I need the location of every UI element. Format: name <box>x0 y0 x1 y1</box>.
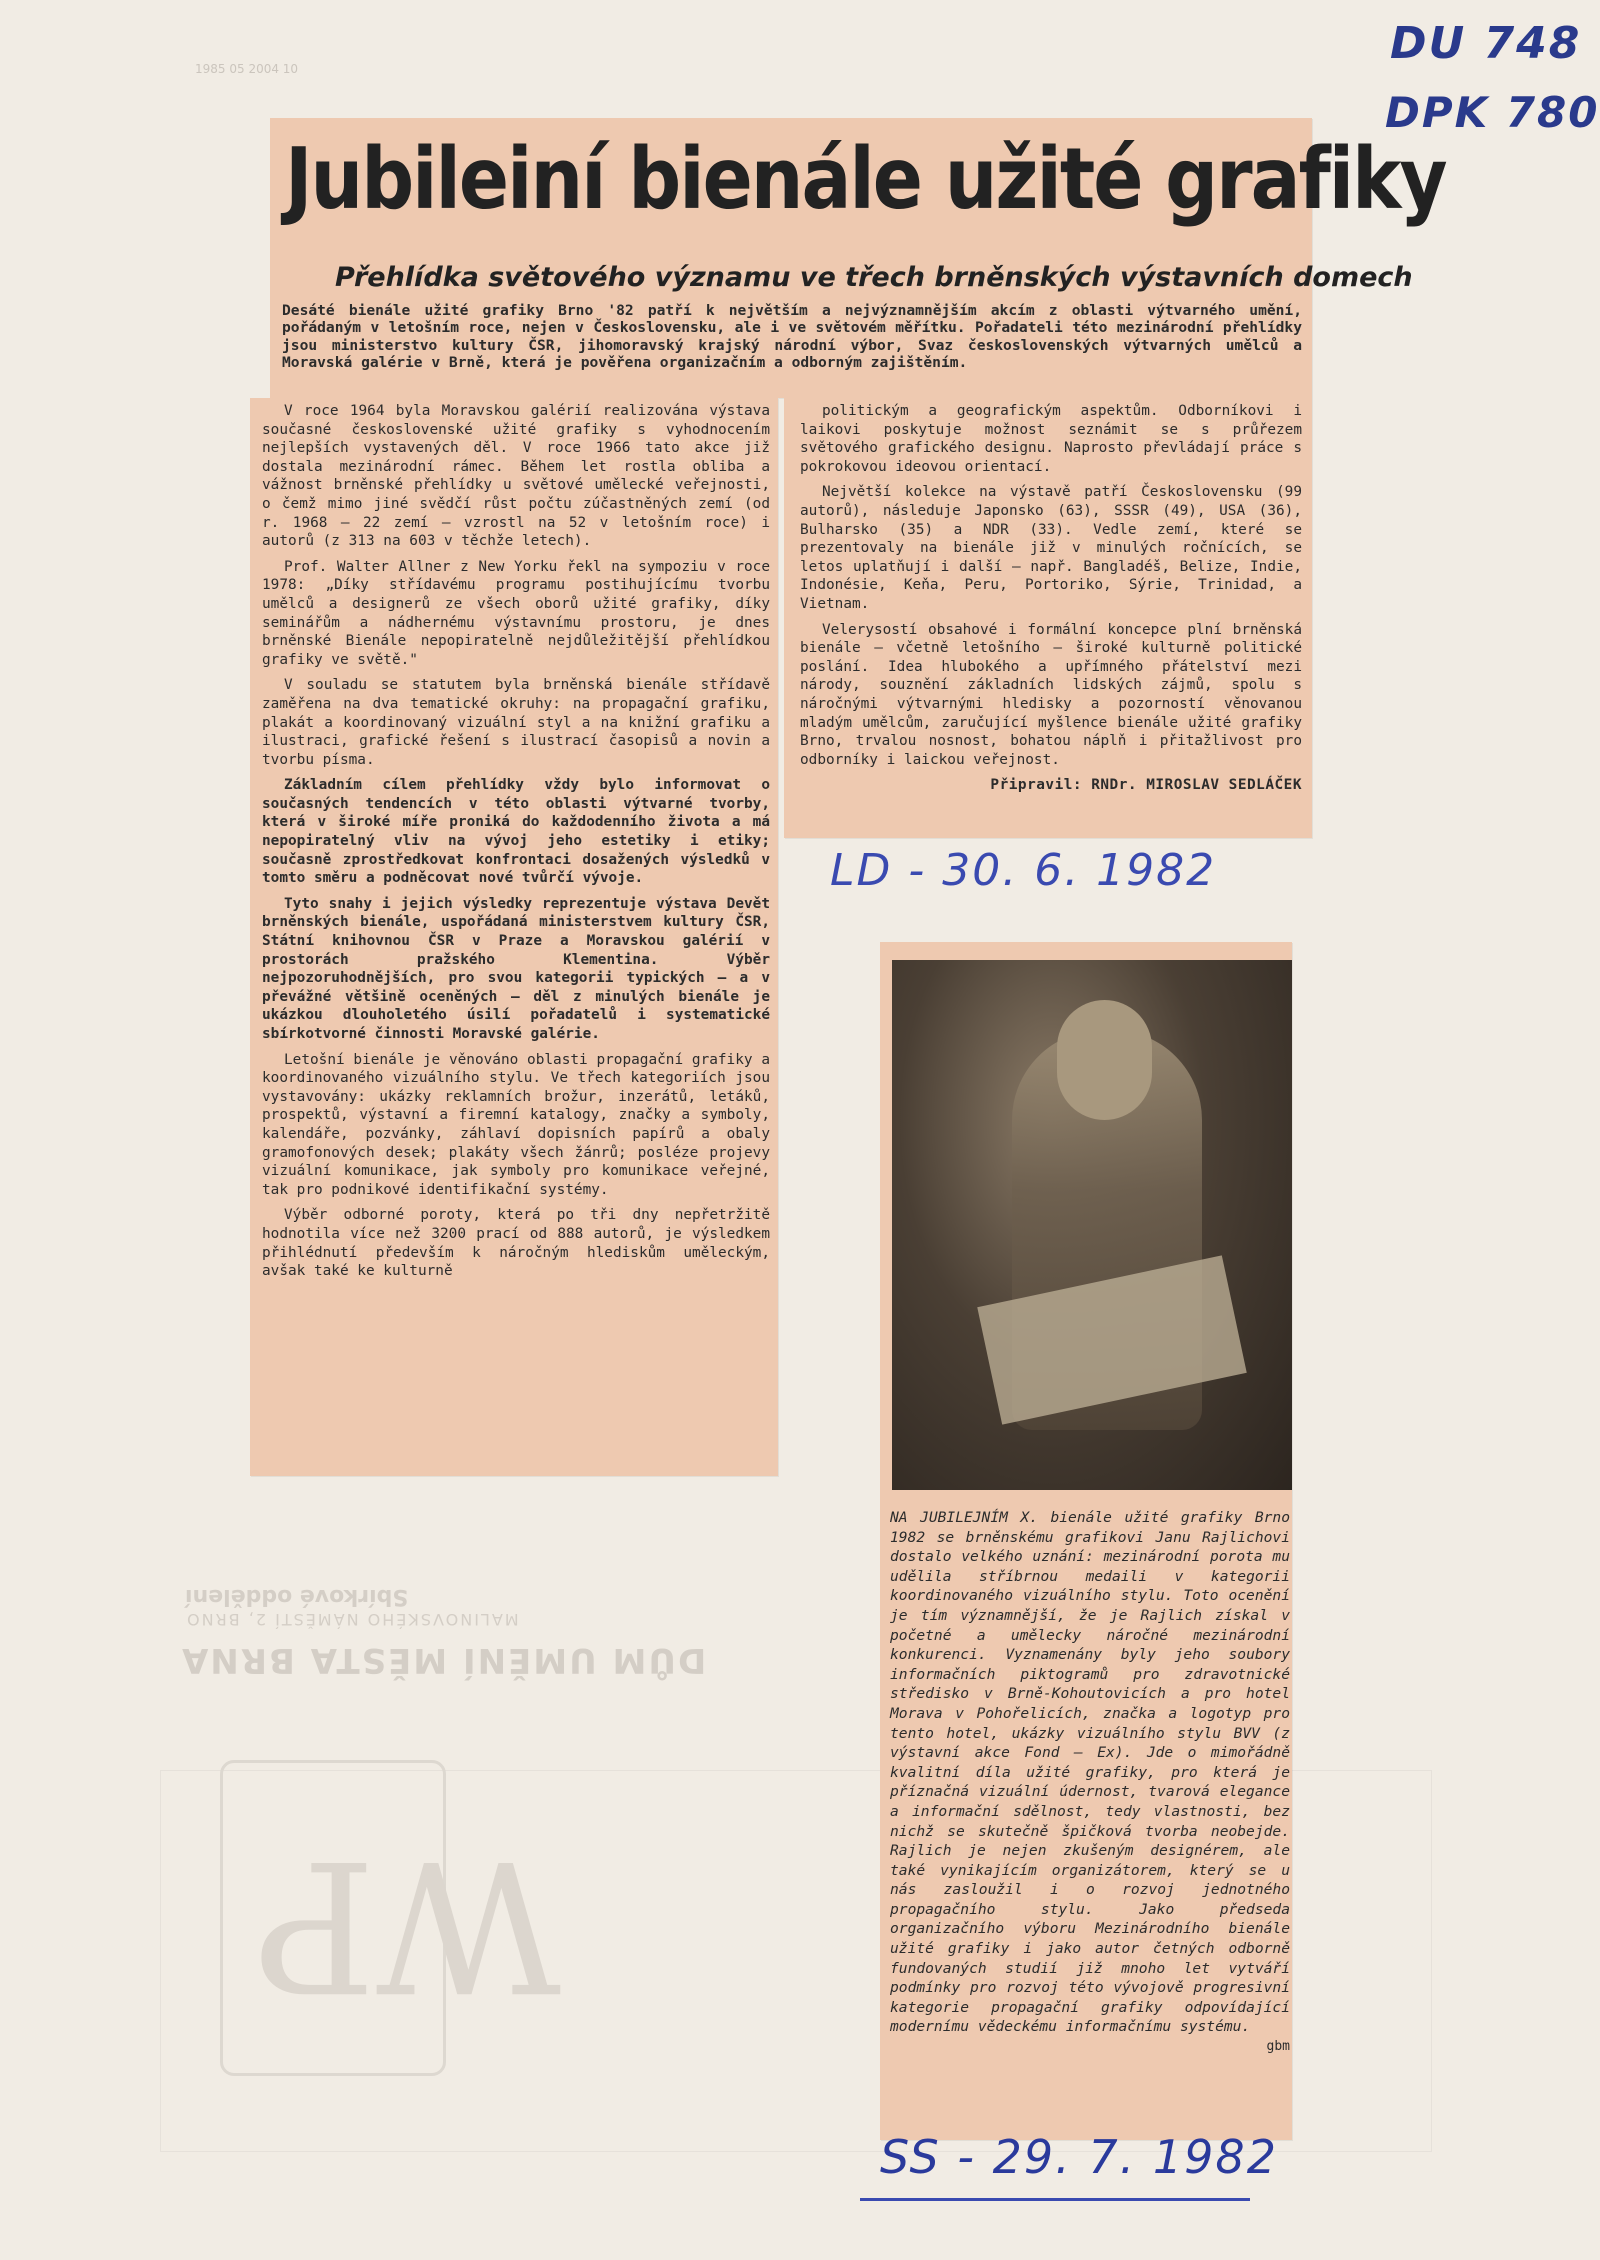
handwritten-code-2: DPK 780 <box>1385 88 1600 137</box>
letterhead-ghost-logo: WP <box>255 1820 562 2029</box>
letterhead-ghost-line3: Sbírkové oddělení <box>185 1584 409 1609</box>
faint-top-stamp: 1985 05 2004 10 <box>195 62 299 76</box>
handwritten-date-1: LD - 30. 6. 1982 <box>830 845 1217 896</box>
article-paragraph: V roce 1964 byla Moravskou galérií realizována výstava současné československé užité grafiky s vyhodnocením nejlepších vystavených děl. V roce 1966 tato akce již dostala mezinárodní rámec. Během let rostla obliba a vážnost brněnské přehlídky u světové umělecké veřejnosti, o čemž mimo jiné svědčí růst počtu zúčastněných zemí (od r. 1968 — 22 zemí — vzrostl na 52 v letošním roce) i autorů (z 313 na 603 v těchže letech). <box>262 403 770 550</box>
photo-caption-text: NA JUBILEJNÍM X. bienále užité grafiky Brno 1982 se brněnskému grafikovi Janu Rajlichovi dostalo velkého uznání: mezinárodní porota mu udělila stříbrnou medaili v kategorii koordinovaného vizuálního stylu. Toto ocenění je tím významnější, že je Rajlich získal v početné a umělecky náročné mezinárodní konkurenci. Vyznamenány byly jeho soubory informačních piktogramů pro zdravotnické středisko v Brně-Kohoutovicích a pro hotel Morava v Pohořelicích, značka a logotyp pro tento hotel, ukázky vizuálního stylu BVV (z výstavní akce Fond — Ex). Jde o mimořádně kvalitní díla užité grafiky, pro která je příznačná vizuální údernost, tvarová elegance a informační sdělnost, tedy vlastnosti, bez nichž se skutečně špičková tvorba neobejde. Rajlich je nejen zkušeným designérem, ale také vynikajícím organizátorem, který se u nás zasloužil i o rozvoj jednotného propagačního stylu. Jako předseda organizačního výboru Mezinárodního bienále užité grafiky i jako autor četných odborně fundovaných studií již mnoho let vytváří podmínky pro rozvoj této vývojově progresivní kategorie propagační grafiky odpovídající modernímu vědeckému informačnímu systému. <box>890 1509 1290 2036</box>
handwritten-underline <box>860 2198 1250 2201</box>
article-paragraph: Největší kolekce na výstavě patří Československu (99 autorů), následuje Japonsko (63), SSSR (49), USA (36), Bulharsko (35) a NDR (33). Vedle zemí, které se prezentovaly na bienále již v minulých ročnících, se letos uplatňují i další — např. Bangladéš, Belize, Indie, Indonésie, Keňa, Peru, Portoriko, Sýrie, Trinidad, a Vietnam. <box>800 484 1302 612</box>
article-author: Připravil: RNDr. MIROSLAV SEDLÁČEK <box>990 777 1302 794</box>
article-right-column <box>800 402 1302 795</box>
handwritten-code-1: DU 748 <box>1390 18 1582 69</box>
article-paragraph: Prof. Walter Allner z New Yorku řekl na sympoziu v roce 1978: „Díky střídavému programu postihujícímu tvorbu umělců a designerů ze všech oborů užité grafiky, díky seminářům a nádhernému výstavnímu prostoru, je dnes brněnské Bienále nepopiratelně nejdůležitější přehlídkou grafiky ve světě." <box>262 558 770 668</box>
article-paragraph: Výběr odborné poroty, která po tři dny nepřetržitě hodnotila více než 3200 prací od 888 autorů, je výsledkem přihlédnutí především k náročným hlediskům uměleckým, avšak také ke kulturně <box>262 1207 770 1280</box>
article-paragraph: Velerysostí obsahové i formální koncepce plní brněnská bienále — včetně letošního — široké kulturně politické poslání. Idea hlubokého a upřímného přátelství mezi národy, souznění základních lidských zájmů, spolu s náročnými výtvarnými hledisky a pozorností věnovanou mladým umělcům, zaručující myšlence bienále užité grafiky Brno, trvalou nosnost, bohatou náplň i přitažlivost pro odborníky i laickou veřejnost. <box>800 621 1302 768</box>
photo-caption <box>890 1508 1290 2057</box>
article-lead: Desáté bienále užité grafiky Brno '82 patří k největším a nejvýznamnějším akcím z oblasti výtvarného umění, pořádaným v letošním roce, nejen v Československu, ale i ve světovém měřítku. Pořadateli této mezinárodní přehlídky jsou ministerstvo kultury ČSR, jihomoravský krajský národní výbor, Svaz československých výtvarných umělců a Moravská galérie v Brně, která je pověřena organizačním a odborným zajištěním. <box>282 302 1302 372</box>
letterhead-ghost-line1: DŮM UMĚNÍ MĚSTA BRNA <box>180 1640 707 1680</box>
newspaper-photo <box>892 960 1292 1490</box>
article-paragraph: politickým a geografickým aspektům. Odborníkovi i laikovi poskytuje možnost seznámit se s průřezem světového grafického designu. Naprosto převládají práce s pokrokovou ideovou orientací. <box>800 403 1302 475</box>
article-paragraph: Letošní bienále je věnováno oblasti propagační grafiky a koordinovaného vizuálního stylu. Ve třech kategoriích jsou vystavovány: ukázky reklamních brožur, inzerátů, letáků, prospektů, výstavní a firemní katalogy, značky a symboly, kalendáře, pozvánky, záhlaví dopisních papírů a obaly gramofonových desek; plakáty všech žánrů; posléze projevy vizuální komunikace, jak symboly pro komunikace veřejné, tak pro podnikové identifikační systémy. <box>262 1051 770 1198</box>
article-paragraph: V souladu se statutem byla brněnská bienále střídavě zaměřena na dva tematické okruhy: na propagační grafiku, plakát a koordinovaný vizuální styl a na knižní grafiku a ilustraci, grafické řešení s ilustrací časopisů a novin a tvorbu písma. <box>262 677 770 768</box>
letterhead-ghost-line2: MALINOVSKÉHO NÁMĚSTÍ 2, BRNO <box>185 1610 519 1629</box>
article-subheadline: Přehlídka světového významu ve třech brněnských výstavních domech <box>335 262 1413 293</box>
article-paragraph: Tyto snahy i jejich výsledky reprezentuje výstava Devět brněnských bienále, uspořádaná ministerstvem kultury ČSR, Státní knihovnou ČSR v Praze a Moravskou galérií v prostorách pražského Klementina. Výběr nejpozoruhodnějších, pro svou kategorii typických — a v převážné většině oceněných — děl z minulých bienále je ukázkou dlouholetého úsilí pořadatelů i systematické sbírkotvorné činnosti Moravské galérie. <box>262 895 770 1042</box>
article-headline: Jubileiní bienále užité grafiky <box>285 130 1446 229</box>
article-paragraph: Základním cílem přehlídky vždy bylo informovat o současných tendencích v této oblasti výtvarné tvorby, která v široké míře proniká do každodenního života a má nepopiratelný vliv na vývoj jeho estetiky i etiky; současně zprostředkovat konfrontaci dosažených výsledků v tomto směru a podněcovat nové tvůrčí vývoje. <box>262 777 770 887</box>
photo-caption-signature: gbm <box>1266 2039 1290 2055</box>
article-left-column <box>262 402 770 1288</box>
photo-figure-head <box>1057 1000 1152 1120</box>
handwritten-date-2: SS - 29. 7. 1982 <box>880 2130 1278 2184</box>
